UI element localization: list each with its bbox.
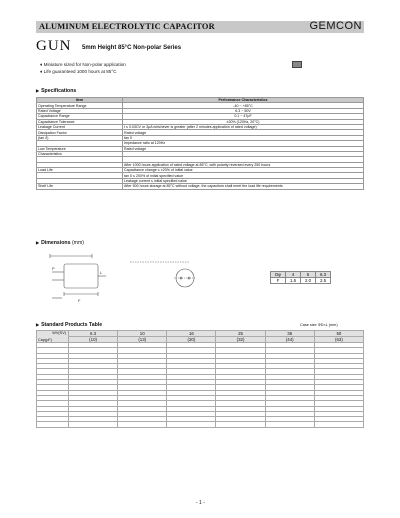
voltage-header: 35 — [265, 331, 314, 337]
spec-item: Characteristics — [37, 151, 123, 156]
cap-label: Cap(µF) — [38, 338, 53, 342]
spec-table — [36, 97, 364, 190]
section-title: Standard Products Table — [41, 322, 103, 328]
section-standard-products — [36, 322, 102, 328]
spec-value: ±20% (120Hz, 20°C) — [123, 119, 364, 124]
brand-logo: GEMCON — [309, 20, 362, 32]
dim-cell: 2.0 — [301, 278, 316, 284]
page-number: - 1 - — [196, 500, 205, 506]
voltage-header: 10 — [118, 331, 167, 337]
spec-item: Operating Temperature Range — [37, 103, 123, 108]
capacitor-photo — [292, 61, 302, 68]
voltage-header: 6.3 — [69, 331, 118, 337]
spec-item: Leakage Current — [37, 124, 123, 129]
case-size-cell — [167, 422, 216, 427]
case-size-cell — [118, 422, 167, 427]
series-name: GUN — [36, 38, 72, 54]
spec-item: Low Temperature — [37, 146, 123, 151]
table-row — [37, 422, 364, 427]
spec-value: Leakage current ≤ initial specified value — [123, 178, 364, 183]
spec-value: -40 ~ +85°C — [123, 103, 364, 108]
header-corner — [37, 331, 69, 343]
spec-value: tan δ — [123, 135, 364, 140]
voltage-header: 25 — [216, 331, 265, 337]
surge-header: (44) — [265, 337, 314, 343]
triangle-bullet-icon: ▶ — [36, 240, 40, 245]
spec-item: (tan δ) — [37, 135, 123, 140]
dim-cell: 2.5 — [316, 278, 331, 284]
table-row — [271, 278, 331, 284]
spec-value: I ≤ 0.03CV or 3µA whichever is greater (after 2 minutes application of rated voltage) — [123, 124, 364, 129]
surge-header: (63) — [314, 337, 363, 343]
surge-header: (20) — [167, 337, 216, 343]
series-subtitle: 5mm Height 85°C Non-polar Series — [82, 45, 182, 51]
dim-header: Dφ — [271, 272, 286, 278]
triangle-bullet-icon: ▶ — [36, 322, 40, 327]
section-dimensions — [36, 240, 84, 246]
table-unit: Case size ΦD×L (mm) — [300, 323, 338, 327]
surge-header: (13) — [118, 337, 167, 343]
spec-header-performance: Performance Characteristics — [123, 98, 364, 103]
spec-item: Capacitance Range — [37, 114, 123, 119]
svg-text:P: P — [52, 266, 55, 271]
case-size-cell — [69, 422, 118, 427]
spec-item: Shelf Life — [37, 184, 123, 189]
standard-products-table — [36, 330, 364, 428]
section-title: Specifications — [41, 88, 77, 94]
spec-item: Load Life — [37, 168, 123, 173]
surge-header: (10) — [69, 337, 118, 343]
dimension-drawing — [40, 250, 230, 312]
svg-text:L: L — [100, 270, 103, 275]
feature-item: ♦ Miniature sized for Non-polar application — [40, 62, 126, 67]
section-unit: (mm) — [71, 240, 85, 246]
surge-header: (32) — [216, 337, 265, 343]
spec-value: Rated voltage — [123, 146, 364, 151]
spec-value: Impedance ratio at 120Hz — [123, 141, 364, 146]
spec-header-item: Item — [37, 98, 123, 103]
section-specifications — [36, 88, 76, 94]
case-size-cell — [216, 422, 265, 427]
table-row — [37, 184, 364, 189]
case-size-cell — [314, 422, 363, 427]
spec-item: Dissipation Factor — [37, 130, 123, 135]
spec-value: After 500 hours storage at 85°C without voltage, the capacitors shall meet the load life requirements — [123, 184, 364, 189]
dim-cell: 1.5 — [286, 278, 301, 284]
voltage-header: 50 — [314, 331, 363, 337]
spec-value: Capacitance change ≤ ±20% of initial value — [123, 168, 364, 173]
wv-label: WV(SV) — [52, 331, 66, 335]
case-size-cell — [265, 422, 314, 427]
triangle-bullet-icon: ▶ — [36, 88, 40, 93]
spec-value: 6.3 ~ 50V — [123, 108, 364, 113]
spec-item: Capacitance Tolerance — [37, 119, 123, 124]
dimension-table — [270, 271, 331, 284]
spec-item: Rated Voltage — [37, 108, 123, 113]
voltage-header: 16 — [167, 331, 216, 337]
spec-value: tan δ ≤ 200% of initial specified value — [123, 173, 364, 178]
spec-value: Rated voltage — [123, 130, 364, 135]
dim-header: 5 — [301, 272, 316, 278]
section-title: Dimensions — [41, 240, 71, 246]
spec-value: After 1000 hours application of rated voltage at 85°C, with polarity reversed every 250 hours — [123, 162, 364, 167]
svg-text:F: F — [78, 298, 81, 303]
header-bar — [36, 21, 364, 33]
capacitance-cell — [37, 422, 69, 427]
dim-header: 4 — [286, 272, 301, 278]
spec-value: 0.1 ~ 47µF — [123, 114, 364, 119]
header-title: ALUMINUM ELECTROLYTIC CAPACITOR — [39, 22, 215, 31]
dim-cell: F — [271, 278, 286, 284]
dim-header: 6.3 — [316, 272, 331, 278]
feature-item: ♦ Life guaranteed 1000 hours at 85°C — [40, 69, 117, 74]
